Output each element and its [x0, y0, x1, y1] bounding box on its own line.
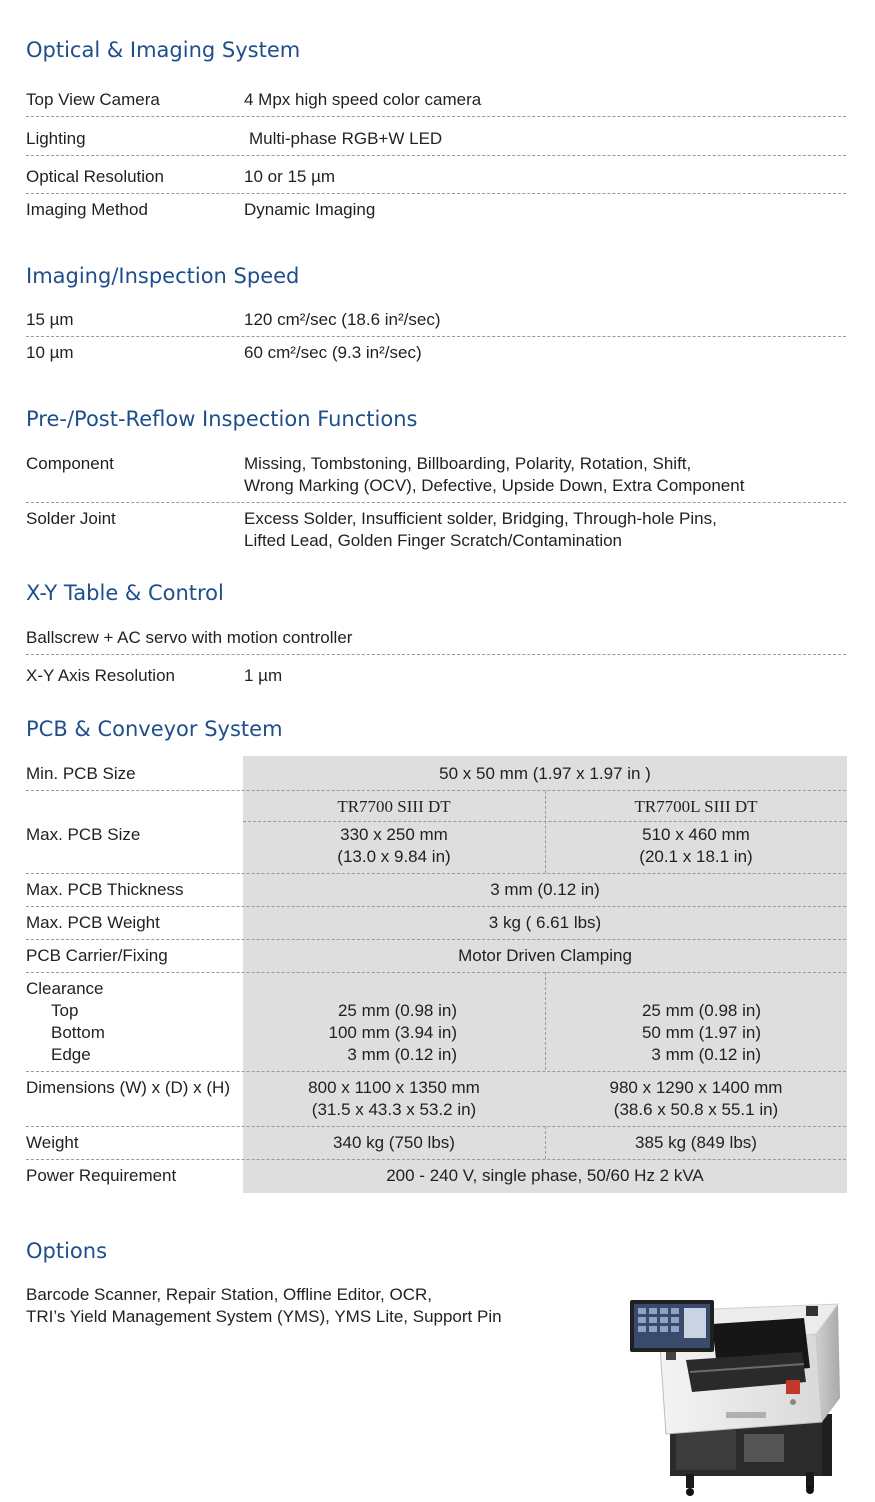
- cell-dimensions-b-line1: 980 x 1290 x 1400 mm: [609, 1078, 783, 1097]
- row-label-weight: Weight: [26, 1133, 79, 1152]
- cell-max-size-a-line2: (13.0 x 9.84 in): [337, 847, 451, 866]
- row-divider: [26, 1159, 846, 1160]
- row-label-clearance-bottom: Bottom: [51, 1023, 105, 1042]
- cell-power: 200 - 240 V, single phase, 50/60 Hz 2 kVA: [386, 1166, 704, 1185]
- section-title-pcb: PCB & Conveyor System: [26, 717, 283, 741]
- row-value-solder-joint-line1: Excess Solder, Insufficient solder, Bridging, Through-hole Pins,: [244, 509, 717, 528]
- cell-max-pcb-weight: 3 kg ( 6.61 lbs): [488, 913, 602, 932]
- options-text-line1: Barcode Scanner, Repair Station, Offline Editor, OCR,: [26, 1285, 433, 1304]
- row-divider: [26, 155, 846, 156]
- cell-weight-b: 385 kg (849 lbs): [635, 1133, 757, 1152]
- row-divider: [26, 1071, 846, 1072]
- column-header-model-b: TR7700L SIII DT: [634, 797, 758, 816]
- row-divider: [26, 502, 846, 503]
- row-label-min-pcb-size: Min. PCB Size: [26, 764, 136, 783]
- column-header-model-a: TR7700 SIII DT: [337, 797, 451, 816]
- row-value-solder-joint-line2: Lifted Lead, Golden Finger Scratch/Contamination: [244, 531, 623, 550]
- row-divider: [26, 873, 846, 874]
- row-label-speed-10um: 10 µm: [26, 343, 74, 362]
- row-divider: [26, 193, 846, 194]
- row-label-max-pcb-size: Max. PCB Size: [26, 825, 141, 844]
- options-text-line2: TRI’s Yield Management System (YMS), YMS Lite, Support Pin: [26, 1307, 502, 1326]
- cell-clearance-a-bottom: 100 mm (3.94 in): [328, 1023, 457, 1042]
- xy-drive-text: Ballscrew + AC servo with motion controller: [26, 628, 353, 647]
- cell-max-size-b-line2: (20.1 x 18.1 in): [639, 847, 753, 866]
- cell-dimensions-a-line2: (31.5 x 43.3 x 53.2 in): [311, 1100, 477, 1119]
- row-label-max-pcb-thickness: Max. PCB Thickness: [26, 880, 184, 899]
- row-divider: [26, 336, 846, 337]
- machine-product-image: [626, 1294, 846, 1498]
- row-label-optical-resolution: Optical Resolution: [26, 167, 164, 186]
- cell-clearance-a-edge: 3 mm (0.12 in): [347, 1045, 457, 1064]
- row-divider: [26, 906, 846, 907]
- row-divider: [26, 939, 846, 940]
- row-label-clearance-edge: Edge: [51, 1045, 91, 1064]
- row-label-imaging-method: Imaging Method: [26, 200, 148, 219]
- row-value-component-line2: Wrong Marking (OCV), Defective, Upside Down, Extra Component: [244, 476, 745, 495]
- row-value-speed-15um: 120 cm²/sec (18.6 in²/sec): [244, 310, 441, 329]
- row-label-max-pcb-weight: Max. PCB Weight: [26, 913, 160, 932]
- row-label-component: Component: [26, 454, 114, 473]
- cell-weight-a: 340 kg (750 lbs): [333, 1133, 455, 1152]
- row-value-top-view-camera: 4 Mpx high speed color camera: [244, 90, 482, 109]
- row-value-speed-10um: 60 cm²/sec (9.3 in²/sec): [244, 343, 422, 362]
- cell-max-pcb-thickness: 3 mm (0.12 in): [490, 880, 600, 899]
- cell-dimensions-a-line1: 800 x 1100 x 1350 mm: [308, 1078, 480, 1097]
- row-value-imaging-method: Dynamic Imaging: [244, 200, 376, 219]
- cell-min-pcb-size: 50 x 50 mm (1.97 x 1.97 in ): [439, 764, 651, 783]
- row-label-lighting: Lighting: [26, 129, 86, 148]
- cell-clearance-b-edge: 3 mm (0.12 in): [651, 1045, 761, 1064]
- row-divider: [26, 1126, 846, 1127]
- section-title-speed: Imaging/Inspection Speed: [26, 264, 300, 288]
- cell-dimensions-b-line2: (38.6 x 50.8 x 55.1 in): [613, 1100, 779, 1119]
- section-title-options: Options: [26, 1239, 108, 1263]
- section-title-functions: Pre-/Post-Reflow Inspection Functions: [26, 407, 418, 431]
- row-label-clearance: Clearance: [26, 979, 104, 998]
- section-title-optical: Optical & Imaging System: [26, 38, 301, 62]
- row-value-lighting: Multi-phase RGB+W LED: [249, 129, 443, 148]
- row-value-optical-resolution: 10 or 15 µm: [244, 167, 336, 186]
- row-label-solder-joint: Solder Joint: [26, 509, 116, 528]
- row-divider: [243, 821, 847, 822]
- cell-clearance-a-top: 25 mm (0.98 in): [337, 1001, 457, 1020]
- cell-max-size-b-line1: 510 x 460 mm: [642, 825, 750, 844]
- cell-max-size-a-line1: 330 x 250 mm: [340, 825, 448, 844]
- cell-clearance-b-bottom: 50 mm (1.97 in): [641, 1023, 761, 1042]
- row-divider: [26, 790, 846, 791]
- row-label-dimensions: Dimensions (W) x (D) x (H): [26, 1078, 230, 1097]
- row-label-pcb-carrier: PCB Carrier/Fixing: [26, 946, 168, 965]
- row-value-component-line1: Missing, Tombstoning, Billboarding, Polarity, Rotation, Shift,: [244, 454, 692, 473]
- row-divider: [26, 654, 846, 655]
- section-title-xy-table: X-Y Table & Control: [26, 581, 224, 605]
- row-label-xy-resolution: X-Y Axis Resolution: [26, 666, 175, 685]
- row-value-xy-resolution: 1 µm: [244, 666, 283, 685]
- row-label-top-view-camera: Top View Camera: [26, 90, 160, 109]
- row-label-speed-15um: 15 µm: [26, 310, 74, 329]
- row-divider: [26, 116, 846, 117]
- row-label-power: Power Requirement: [26, 1166, 177, 1185]
- cell-pcb-carrier: Motor Driven Clamping: [458, 946, 632, 965]
- row-divider: [26, 972, 846, 973]
- cell-clearance-b-top: 25 mm (0.98 in): [641, 1001, 761, 1020]
- row-label-clearance-top: Top: [51, 1001, 79, 1020]
